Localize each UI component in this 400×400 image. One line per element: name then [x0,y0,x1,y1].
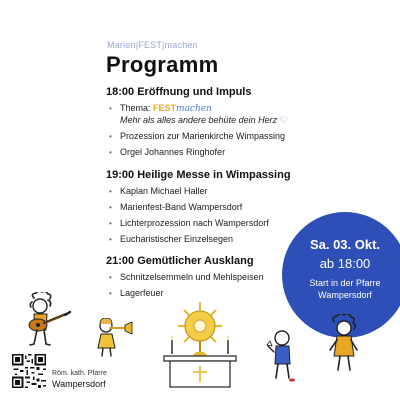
org-line-2: Wampersdorf [52,379,106,389]
program-section-1 [106,86,288,163]
org-line-1: Röm. kath. Pfarre [52,370,107,377]
list-item: • Lagerfeuer [106,288,264,299]
theme-fest-word: FEST [153,103,177,113]
program-section-3 [106,255,264,304]
heart-icon: ♡ [279,115,288,125]
event-date: Sa. 03. Okt. [309,237,381,252]
curly-child-illustration [322,314,368,376]
section-time: 21:00 [106,255,135,267]
section-title: Gemütlicher Ausklang [137,255,254,267]
theme-motto: Mehr als alles andere behüte dein Herz [120,115,278,125]
section-time: 18:00 [106,86,135,98]
program-section-2 [106,169,291,250]
event-time: ab 18:00 [319,256,371,271]
section-heading [106,169,291,181]
theme-machen-word: machen [176,104,212,114]
section-title: Heilige Messe in Wimpassing [137,169,291,181]
list-item: • Prozession zur Marienkirche Wimpassing [106,131,288,142]
list-item: • Orgel Johannes Ringhofer [106,147,288,158]
theme-prefix: Thema: [120,103,154,113]
list-item: • Lichterprozession nach Wampersdorf [106,218,291,229]
list-item: • Schnitzelsemmeln und Mehlspeisen [106,272,264,283]
section-heading [106,86,288,98]
list-item-theme [106,103,288,126]
list-item: • Kaplan Michael Haller [106,186,291,197]
qr-code-icon[interactable] [12,354,46,388]
event-tagline: Marien|FEST|machen [107,40,198,50]
list-item: • Marienfest-Band Wampersdorf [106,202,291,213]
trumpet-girl-illustration [92,318,138,360]
section-heading [106,255,264,267]
praying-child-illustration [262,326,302,384]
list-item: • Eucharistischer Einzelsegen [106,234,291,245]
altar-monstrance-illustration [160,300,240,390]
section-title: Eröffnung und Impuls [137,86,252,98]
event-place: Start in der Pfarre Wampersdorf [309,278,381,300]
page-title: Programm [106,52,219,77]
section-time: 19:00 [106,169,135,181]
guitar-player-illustration [20,292,80,354]
